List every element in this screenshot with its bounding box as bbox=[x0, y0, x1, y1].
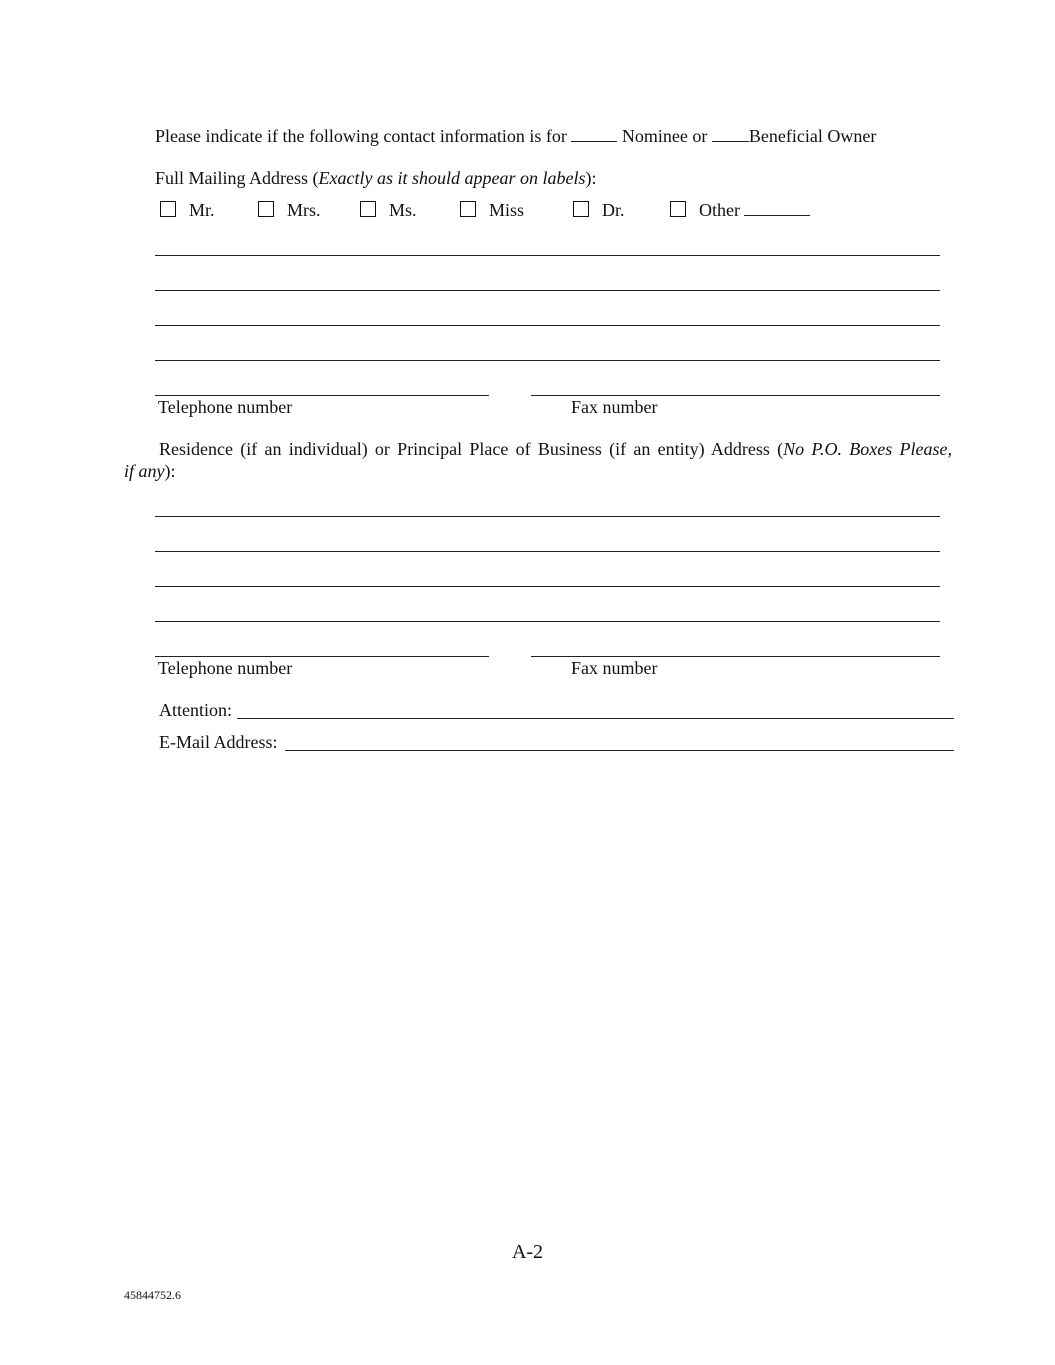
mailing-telephone-line[interactable] bbox=[155, 395, 489, 396]
mailing-address-line-3[interactable] bbox=[155, 325, 940, 326]
nominee-label: Nominee or bbox=[621, 126, 708, 146]
salutation-other bbox=[699, 200, 810, 220]
mailing-address-line-2[interactable] bbox=[155, 290, 940, 291]
residence-heading-italic: No P.O. Boxes Please, bbox=[783, 439, 952, 459]
salutation-mr-label: Mr. bbox=[189, 200, 215, 220]
salutation-dr-label: Dr. bbox=[602, 200, 625, 220]
page-number: A-2 bbox=[511, 1241, 544, 1263]
checkbox-miss[interactable] bbox=[460, 201, 476, 217]
checkbox-ms[interactable] bbox=[360, 201, 376, 217]
contact-type-line bbox=[155, 126, 876, 146]
intro-text: Please indicate if the following contact information is for bbox=[155, 126, 567, 146]
beneficial-owner-label: Beneficial Owner bbox=[748, 126, 877, 146]
residence-telephone-label: Telephone number bbox=[158, 658, 293, 678]
salutation-ms-label: Ms. bbox=[389, 200, 417, 220]
residence-address-line-4[interactable] bbox=[155, 621, 940, 622]
email-line[interactable] bbox=[285, 750, 954, 751]
document-id: 45844752.6 bbox=[124, 1288, 181, 1302]
nominee-blank[interactable] bbox=[571, 126, 617, 142]
mailing-fax-line[interactable] bbox=[531, 395, 940, 396]
mailing-heading-text: Full Mailing Address ( bbox=[155, 168, 319, 188]
residence-telephone-line[interactable] bbox=[155, 656, 489, 657]
checkbox-other[interactable] bbox=[670, 201, 686, 217]
residence-heading-text: Residence (if an individual) or Principal Place of Business (if an entity) Address ( bbox=[159, 439, 784, 459]
mailing-heading-italic: Exactly as it should appear on labels bbox=[318, 168, 586, 188]
residence-fax-line[interactable] bbox=[531, 656, 940, 657]
mailing-telephone-label: Telephone number bbox=[158, 397, 293, 417]
salutation-miss-label: Miss bbox=[489, 200, 525, 220]
checkbox-mr[interactable] bbox=[160, 201, 176, 217]
residence-heading-line-1 bbox=[159, 439, 952, 459]
salutation-other-label: Other bbox=[699, 200, 740, 220]
mailing-address-line-4[interactable] bbox=[155, 360, 940, 361]
checkbox-dr[interactable] bbox=[573, 201, 589, 217]
residence-heading-line-2 bbox=[124, 461, 176, 481]
residence-address-line-2[interactable] bbox=[155, 551, 940, 552]
residence-address-line-1[interactable] bbox=[155, 516, 940, 517]
residence-heading-italic-2: if any bbox=[124, 461, 165, 481]
mailing-address-heading bbox=[155, 168, 596, 188]
salutation-mrs-label: Mrs. bbox=[287, 200, 321, 220]
mailing-fax-label: Fax number bbox=[571, 397, 658, 417]
email-label: E-Mail Address: bbox=[159, 732, 278, 752]
checkbox-mrs[interactable] bbox=[258, 201, 274, 217]
other-salutation-blank[interactable] bbox=[744, 200, 810, 216]
residence-address-line-3[interactable] bbox=[155, 586, 940, 587]
mailing-address-line-1[interactable] bbox=[155, 255, 940, 256]
mailing-heading-end: ): bbox=[585, 168, 597, 188]
attention-line[interactable] bbox=[237, 718, 954, 719]
residence-heading-end: ): bbox=[164, 461, 176, 481]
beneficial-owner-blank[interactable] bbox=[712, 126, 749, 142]
attention-label: Attention: bbox=[159, 700, 232, 720]
residence-fax-label: Fax number bbox=[571, 658, 658, 678]
